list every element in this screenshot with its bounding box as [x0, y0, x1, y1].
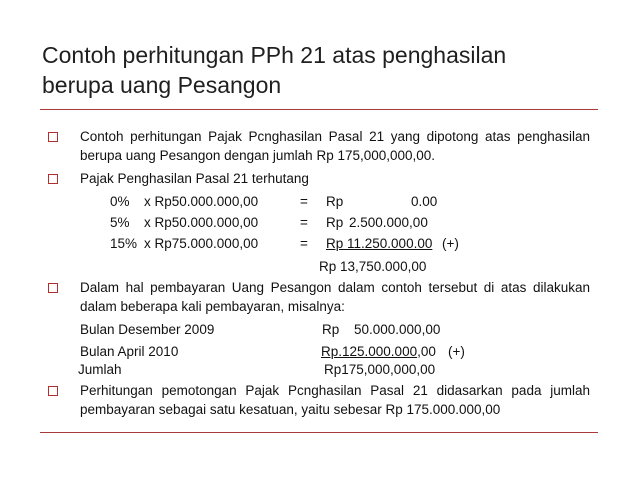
tax-rate: 15%: [110, 236, 138, 251]
bullet-2-line-1: Pajak Penghasilan Pasal 21 terhutang: [80, 171, 309, 186]
payment-total-label: Jumlah: [78, 362, 122, 377]
payment-amount: [321, 343, 436, 361]
slide-title: [42, 40, 602, 100]
payment-sum-marker: (+): [448, 344, 465, 359]
bullet-square-icon: [48, 283, 58, 293]
tax-rate: 5%: [110, 215, 130, 230]
bullet-square-icon: [48, 132, 58, 142]
tax-equals: =: [300, 215, 308, 230]
tax-base: x Rp50.000.000,00: [144, 194, 259, 209]
title-divider: [40, 109, 598, 110]
payment-label: Bulan April 2010: [80, 344, 179, 359]
tax-equals: =: [300, 194, 308, 209]
bullet-1-line-1: Contoh perhitungan Pajak Pcnghasilan Pasal 21 yang dipotong atas penghasilan: [80, 129, 590, 144]
payment-amount-tail: ,00: [417, 344, 436, 359]
title-line-1: Contoh perhitungan PPh 21 atas penghasilan: [42, 42, 507, 68]
bullet-4-line-2: pembayaran sebagai satu kesatuan, yaitu sebesar Rp 175.000.000,00: [80, 402, 501, 417]
bullet-1-line-2: berupa uang Pesangon dengan jumlah Rp 175,000,000,00.: [80, 148, 436, 163]
tax-currency: Rp: [326, 215, 344, 230]
bullet-square-icon: [48, 386, 58, 396]
payment-total-amount: Rp175,000,000,00: [324, 362, 436, 377]
payment-label: Bulan Desember 2009: [80, 322, 215, 337]
tax-currency: Rp: [326, 194, 344, 209]
tax-amount-underlined: Rp 11.250.000.00: [326, 236, 433, 251]
tax-base: x Rp50.000.000,00: [144, 215, 259, 230]
footer-divider: [40, 432, 598, 433]
tax-amount: 0.00: [411, 194, 438, 209]
bullet-3-line-2: dalam beberapa kali pembayaran, misalnya:: [80, 299, 345, 314]
payment-amount: 50.000.000,00: [354, 322, 441, 337]
tax-sum-marker: (+): [442, 236, 459, 251]
payment-currency: Rp: [322, 322, 340, 337]
tax-rate: 0%: [110, 194, 130, 209]
tax-equals: =: [300, 236, 308, 251]
title-line-2: berupa uang Pesangon: [42, 72, 282, 98]
bullet-4-line-1: Perhitungan pemotongan Pajak Pcnghasilan Pasal 21 didasarkan pada jumlah: [80, 383, 590, 398]
bullet-3-line-1: Dalam hal pembayaran Uang Pesangon dalam contoh tersebut di atas dilakukan: [80, 280, 590, 295]
tax-base: x Rp75.000.000,00: [144, 236, 259, 251]
payment-amount-underlined: Rp.125.000.000: [321, 344, 418, 359]
tax-amount: 2.500.000,00: [349, 215, 428, 230]
tax-total: Rp 13,750.000,00: [319, 259, 427, 274]
bullet-square-icon: [48, 174, 58, 184]
